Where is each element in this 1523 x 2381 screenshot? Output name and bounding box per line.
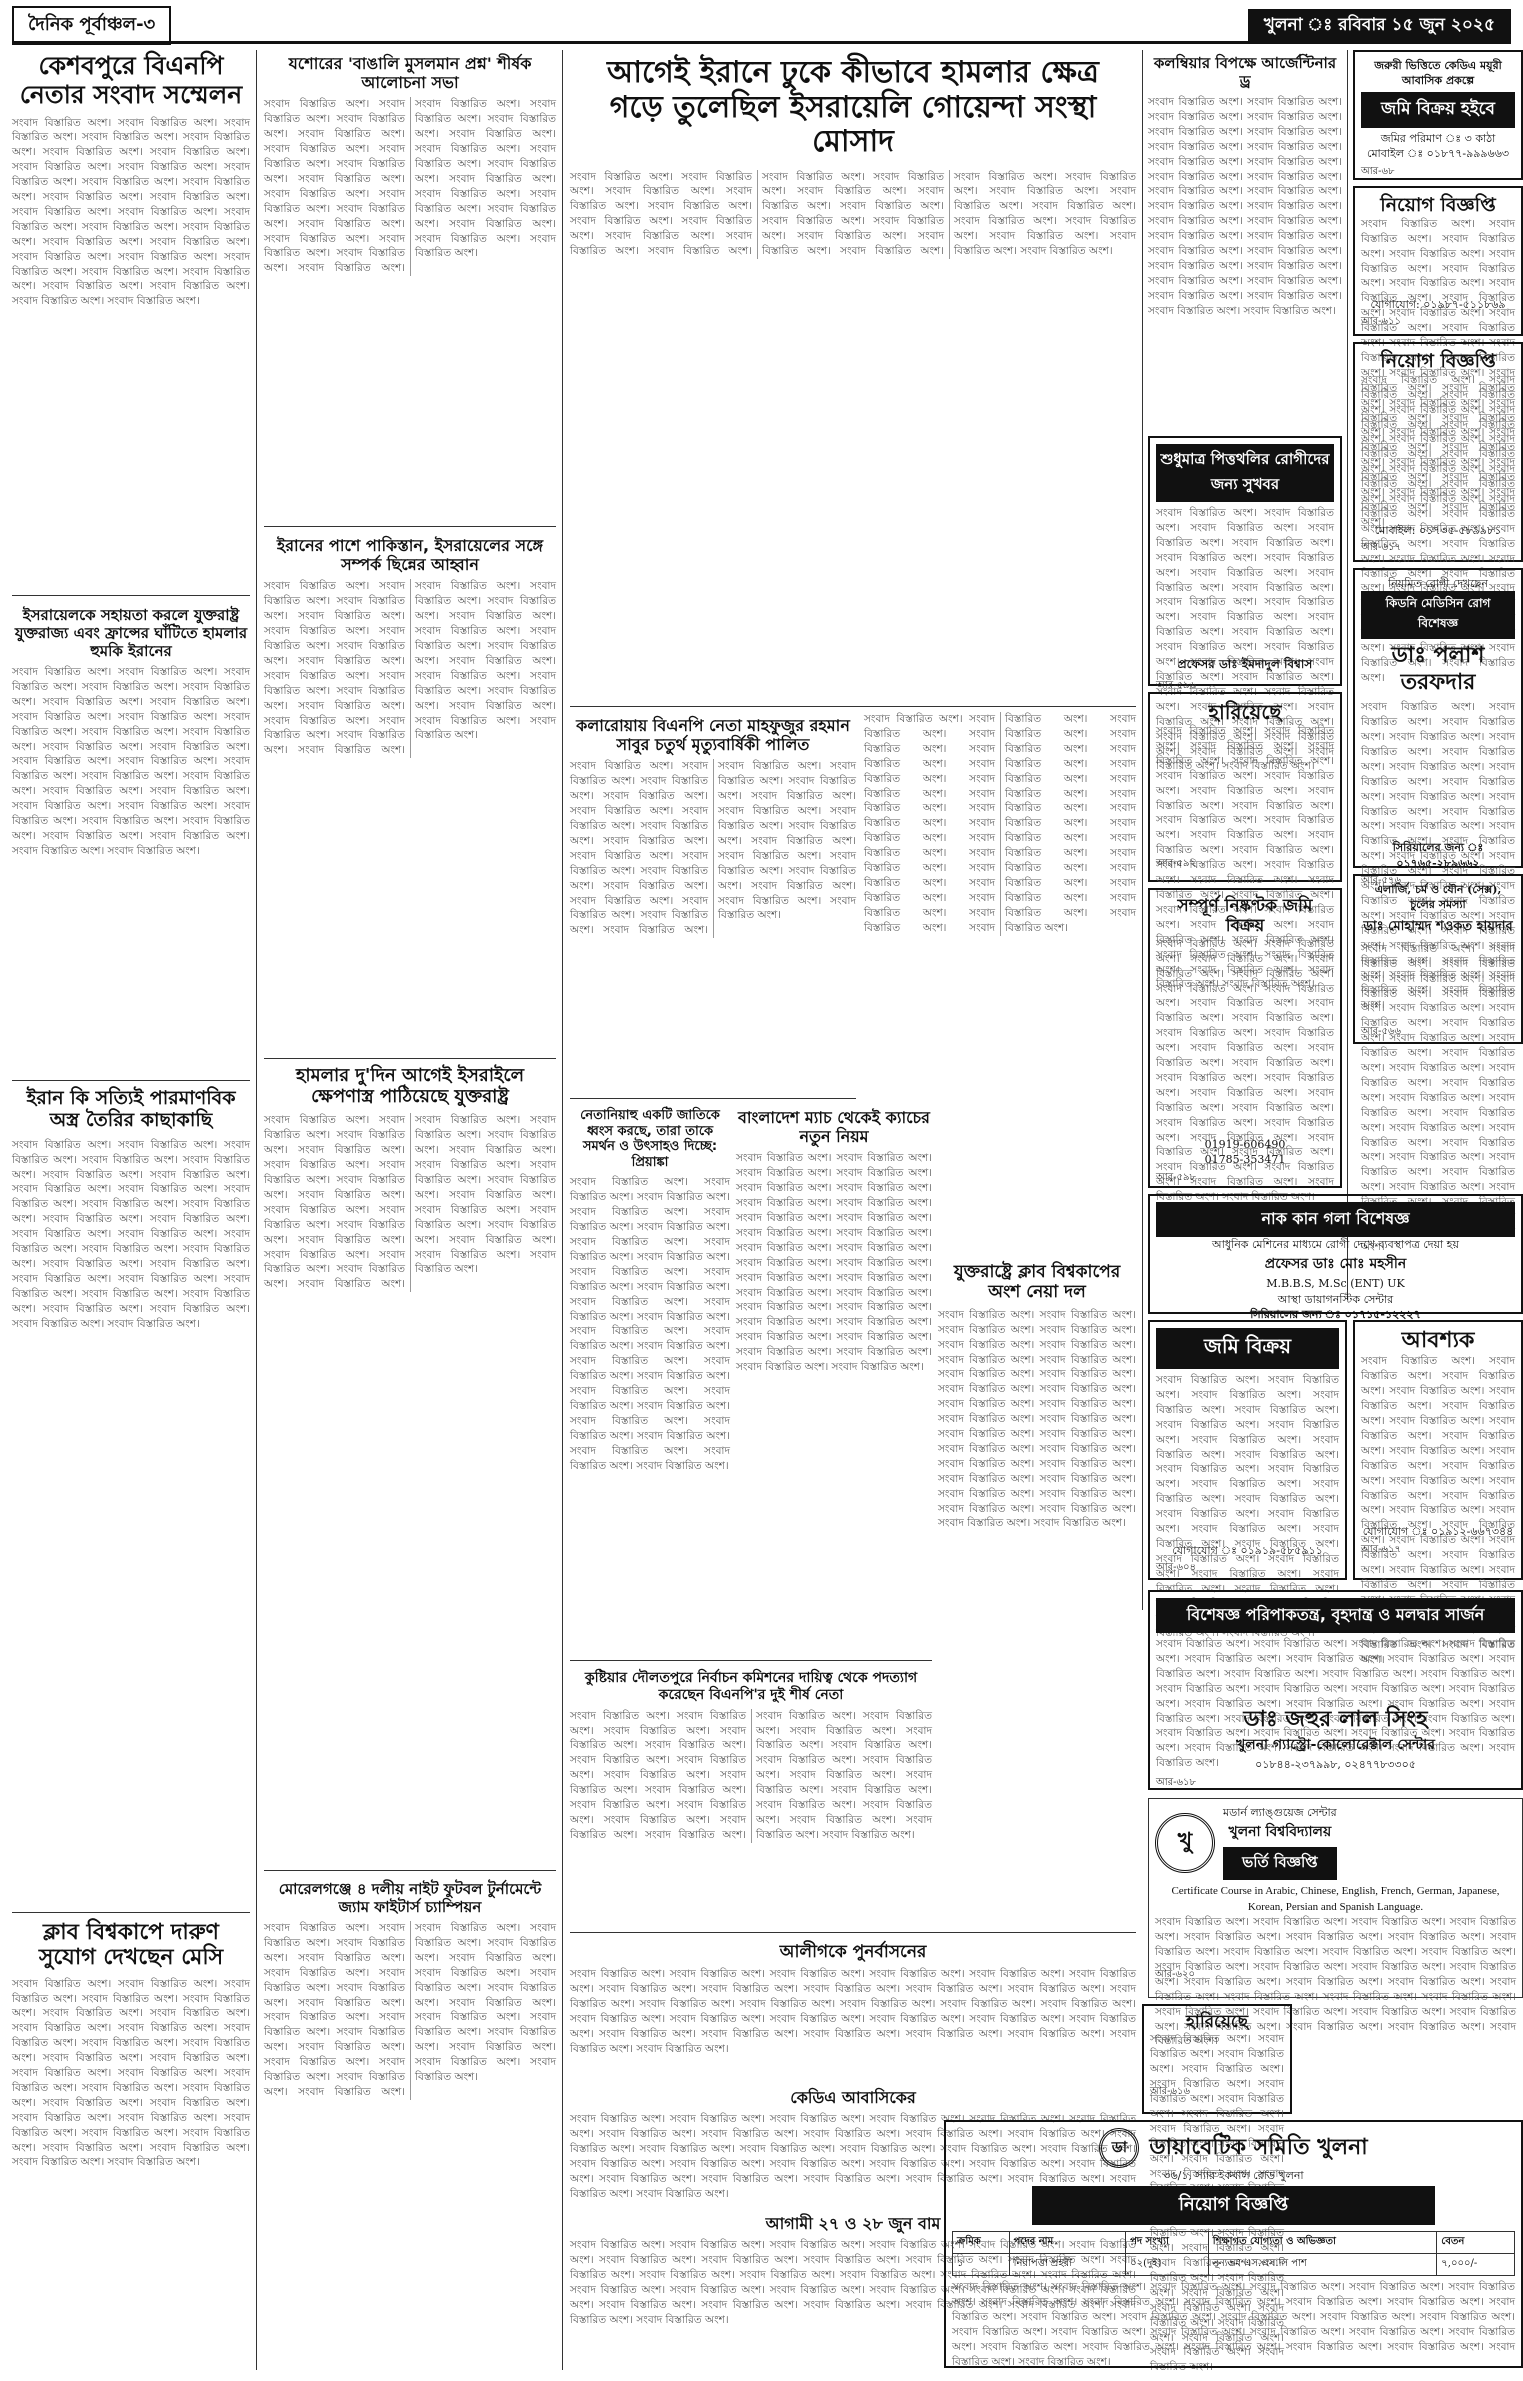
ad-phone: যোগাযোগ ঃ ০১৯১২-৬৬৭৩৪৪ bbox=[1362, 1525, 1514, 1539]
table-cell: ০২(দুই) bbox=[1126, 2254, 1209, 2276]
ad-job-1 bbox=[1353, 186, 1523, 336]
ad-code: আর-৬১৬ bbox=[1150, 2086, 1191, 2098]
ad-body bbox=[1361, 1354, 1515, 1524]
ad-phone: ০১৮৪৪-২৩৭৯৯৮, ০২৪৭৭৮৩৩০৫ bbox=[1255, 1758, 1416, 1772]
article-body bbox=[736, 1151, 932, 1375]
ad-center: খুলনা গ্যাস্ট্রো-কোলোরেক্টাল সেন্টার bbox=[1236, 1737, 1435, 1754]
column-rule bbox=[1142, 50, 1143, 1610]
ad-chamber: আস্থা ডায়াগনস্টিক সেন্টার bbox=[1277, 1292, 1394, 1306]
article-body bbox=[570, 1967, 1136, 2056]
ad-code: আর-৫৯৮ bbox=[1156, 1171, 1197, 1183]
ad-body bbox=[1150, 2032, 1284, 2082]
ad-doctor-name: ডাঃ পলাশ তরফদার bbox=[1391, 643, 1485, 695]
table-header-cell: বেতন bbox=[1437, 2232, 1515, 2254]
headline: যুক্তরাষ্ট্রে ক্লাব বিশ্বকাপের অংশ নেয়া দল bbox=[953, 1262, 1121, 1303]
ad-diabetic-job bbox=[944, 2120, 1523, 2368]
diabetic-logo-icon: ডা bbox=[1099, 2128, 1139, 2168]
ad-doctor: ডাঃ জহুর লাল সিংহ bbox=[1243, 1707, 1428, 1732]
ad-university bbox=[1148, 1798, 1523, 1998]
ad-body bbox=[1361, 217, 1515, 297]
story-club-wc bbox=[938, 1258, 1136, 1818]
column-rule bbox=[562, 50, 563, 2370]
ad-code: আর-৬১৮ bbox=[1156, 1776, 1197, 1788]
ad-phone: 01785-353471 bbox=[1204, 1153, 1286, 1167]
story-priyanka bbox=[570, 1104, 730, 1654]
article-body bbox=[264, 579, 556, 758]
article-body bbox=[570, 759, 856, 938]
ad-body bbox=[1156, 724, 1334, 854]
ad-university: খুলনা বিশ্ববিদ্যালয় bbox=[1228, 1824, 1332, 1841]
ad-code: আর-৬০৪ bbox=[1156, 1562, 1197, 1574]
ad-title: হারিয়েছে bbox=[1185, 2012, 1249, 2032]
ad-title: সম্পূর্ণ নিষ্কণ্টক জমি বিক্রয় bbox=[1177, 896, 1313, 937]
table-header-cell: পদের নাম bbox=[1009, 2232, 1125, 2254]
ad-title: এলার্জি, চর্ম ও যৌন (সেক্স), চুলের সমস্যা bbox=[1374, 883, 1502, 912]
ad-intro: নিয়মিত রোগী দেখছেন bbox=[1388, 577, 1488, 590]
story-messi bbox=[12, 1918, 250, 2368]
column-rule bbox=[1347, 50, 1348, 1300]
ad-serial: সিরিয়ালের জন্য ঃ ০১৭৬৫-২৮৯৬৬২ bbox=[1392, 841, 1484, 870]
ad-doctor: প্রফেসর ডাঃ ইমদাদুল বিশ্বাস bbox=[1177, 657, 1313, 671]
ad-title: নিয়োগ বিজ্ঞপ্তি bbox=[1380, 350, 1496, 372]
table-cell: নূন্যতম এস.এস.সি পাশ bbox=[1208, 2254, 1437, 2276]
story-iran-threat bbox=[12, 602, 250, 1072]
ad-kda-land bbox=[1353, 50, 1523, 180]
ad-intro: জরুরী ভিত্তিতে কেডিএ ময়ূরী আবাসিক প্রকল্পে bbox=[1374, 59, 1502, 88]
ad-body bbox=[1361, 700, 1515, 840]
ad-body bbox=[1156, 1373, 1339, 1543]
article-body bbox=[570, 1175, 730, 1473]
section-rule bbox=[570, 1098, 856, 1099]
headline: কুষ্টিয়ার দৌলতপুরে নির্বাচন কমিশনের দায়িত্ব থেকে পদত্যাগ করেছেন বিএনপি'র দুই শীর্ষ নেতা bbox=[584, 1670, 918, 1703]
table-row bbox=[953, 2254, 1515, 2276]
ad-center: মডার্ন ল্যাঙ্গুয়েজ সেন্টার bbox=[1223, 1806, 1337, 1819]
story-jessore-seminar bbox=[264, 50, 556, 520]
ad-lost bbox=[1148, 692, 1342, 882]
headline: মোরেলগঞ্জে ৪ দলীয় নাইট ফুটবল টুর্নামেন্টে জ্যাম ফাইটার্স চ্যাম্পিয়ন bbox=[278, 1880, 542, 1916]
article-body bbox=[938, 1308, 1136, 1532]
ad-body bbox=[1361, 373, 1515, 523]
headline: হামলার দু'দিন আগেই ইসরাইলে ক্ষেপণাস্ত্র পাঠিয়েছে যুক্তরাষ্ট্র bbox=[295, 1065, 525, 1107]
ad-title: নিয়োগ বিজ্ঞপ্তি bbox=[1032, 2186, 1435, 2225]
lead-headline: আগেই ইরানে ঢুকে কীভাবে হামলার ক্ষেত্র গড়ে তুলেছিল ইসরায়েলি গোয়েন্দা সংস্থা মোসাদ bbox=[607, 55, 1099, 159]
ad-code: আর-৬১৭ bbox=[1361, 542, 1402, 554]
article-body bbox=[12, 1977, 250, 2171]
ad-phone: যোগাযোগ ঃ ০১৯১৯-৫৮৫৯১১ bbox=[1172, 1544, 1323, 1557]
headline: নেতানিয়াহু একটি জাতিকে ধ্বংস করছে, তারা তাকে সমর্থন ও উৎসাহও দিচ্ছে: প্রিয়াঙ্কা bbox=[580, 1108, 720, 1170]
story-catch-rule bbox=[736, 1104, 932, 1654]
ad-doctor: প্রফেসর ডাঃ মোঃ মহসীন bbox=[1264, 1256, 1407, 1273]
article-body bbox=[12, 116, 250, 310]
ad-serial: সিরিয়ালের জন্য ঃ ০১৭১৫-১২২২৭ bbox=[1250, 1308, 1421, 1322]
ad-code: আর-৫৯৬ bbox=[1156, 680, 1197, 691]
ad-org: ডায়াবেটিক সমিতি খুলনা bbox=[1149, 2134, 1368, 2160]
ad-code: আর-৫৬৬ bbox=[1361, 1025, 1402, 1037]
ad-title: হারিয়েছে bbox=[1208, 700, 1282, 724]
section-rule bbox=[264, 1870, 556, 1871]
ad-body bbox=[1156, 937, 1334, 1137]
headline: যশোরের 'বাঙালি মুসলমান প্রশ্ন' শীর্ষক আলোচনা সভা bbox=[288, 54, 532, 93]
article-body bbox=[264, 1921, 556, 2100]
ad-phone: মোবাইল ঃ ০১৮৭৭-৯৯৯৬৬৩ bbox=[1366, 147, 1510, 161]
ad-phone: যোগাযোগ: ০১৯৮৭-৫১১৮৬৯ bbox=[1370, 297, 1506, 311]
ad-title: জমি বিক্রয় bbox=[1156, 1328, 1339, 1369]
vacancy-table bbox=[952, 2231, 1515, 2276]
ad-degree: M.B.B.S, M.Sc (ENT) UK bbox=[1266, 1277, 1405, 1291]
column-rule bbox=[256, 50, 257, 2370]
ad-lost-2 bbox=[1142, 2004, 1292, 2114]
ad-body bbox=[1156, 506, 1334, 656]
page-header bbox=[12, 10, 1511, 44]
headline: কলারোয়ায় বিএনপি নেতা মাহফুজুর রহমান সাবুর চতুর্থ মৃত্যুবার্ষিকী পালিত bbox=[576, 716, 850, 755]
ad-title: জমি বিক্রয় হইবে bbox=[1361, 92, 1515, 128]
ad-land-sale-2 bbox=[1148, 1320, 1347, 1580]
headline: বাংলাদেশ ম্যাচ থেকেই ক্যাচের নতুন নিয়ম bbox=[738, 1108, 930, 1147]
article-body bbox=[264, 1113, 556, 1292]
headline: আলীগকে পুনর্বাসনের bbox=[779, 1942, 927, 1962]
ad-dept: কিডনি মেডিসিন রোগ বিশেষজ্ঞ bbox=[1361, 591, 1515, 639]
ad-title: নাক কান গলা বিশেষজ্ঞ bbox=[1156, 1202, 1515, 1237]
story-kushtia bbox=[570, 1666, 932, 1926]
table-header-cell: পদ সংখ্যা bbox=[1126, 2232, 1209, 2254]
ad-needed bbox=[1353, 1320, 1523, 1580]
section-rule bbox=[264, 526, 556, 527]
story-us-missiles bbox=[264, 1064, 556, 1864]
headline: কলম্বিয়ার বিপক্ষে আর্জেন্টিনার ড্র bbox=[1153, 54, 1337, 90]
ad-code: আর-৬১১ bbox=[1361, 316, 1402, 328]
date-line: খুলনা ঃ রবিবার ১৫ জুন ২০২৫ bbox=[1248, 9, 1511, 43]
headline: ইসরায়েলকে সহায়তা করলে যুক্তরাষ্ট্র যুক্তরাজ্য এবং ফ্রান্সের ঘাঁটিতে হামলার হুমকি ইরানের bbox=[14, 606, 248, 660]
story-awami-league bbox=[570, 1938, 1136, 2078]
article-body bbox=[1148, 95, 1342, 319]
ad-address: ৩৬/১, স্যার ইকবাল রোড খুলনা bbox=[1163, 2169, 1304, 2182]
ad-kidney-doctor bbox=[1353, 568, 1523, 886]
ad-code: আর-৬৮ bbox=[1361, 165, 1395, 177]
ad-gallbladder bbox=[1148, 436, 1342, 691]
article-body bbox=[12, 665, 250, 859]
article-body bbox=[864, 712, 1136, 936]
section-rule bbox=[264, 1058, 556, 1059]
ad-phone: মোবাইল: ০১৭৩৫-৫৮৯৯৮১ bbox=[1374, 523, 1502, 537]
ad-code: আর-৬১৭ bbox=[1361, 1543, 1402, 1555]
ad-title: ভর্তি বিজ্ঞপ্তি bbox=[1223, 1847, 1337, 1880]
article-body bbox=[570, 1709, 932, 1843]
ad-courses: Certificate Course in Arabic, Chinese, English, French, German, Japanese, Korean, Persian and Spanish Language. bbox=[1171, 1885, 1500, 1913]
ad-code: আর-৬২০ bbox=[1155, 1969, 1196, 1981]
ad-body bbox=[1155, 1915, 1516, 1965]
section-rule bbox=[570, 1660, 932, 1661]
page-grid bbox=[12, 50, 1514, 2370]
story-argentina bbox=[1148, 50, 1342, 430]
headline: ইরান কি সত্যিই পারমাণবিক অস্ত্র তৈরির কাছাকাছি bbox=[26, 1087, 236, 1131]
story-iran-nuclear bbox=[12, 1086, 250, 1906]
ad-title: আবশ্যক bbox=[1401, 1328, 1475, 1353]
ad-body bbox=[952, 2280, 1515, 2330]
ad-title: শুধুমাত্র পিত্তথলির রোগীদের জন্য সুখবর bbox=[1156, 444, 1334, 502]
lead-story-mossad bbox=[570, 50, 1136, 700]
ad-ent-doctor bbox=[1148, 1194, 1523, 1322]
table-header-cell: ক্রমিক bbox=[953, 2232, 1010, 2254]
ad-job-2 bbox=[1353, 342, 1523, 562]
headline: আগামী ২৭ ও ২৮ জুন বাম bbox=[765, 2214, 941, 2233]
ad-title: বিশেষজ্ঞ পরিপাকতন্ত্র, বৃহদান্ত্র ও মলদ্বার সার্জন bbox=[1156, 1598, 1515, 1633]
ad-land-sale bbox=[1148, 888, 1342, 1188]
article-body bbox=[264, 97, 556, 276]
section-rule bbox=[570, 1932, 1136, 1933]
headline: ইরানের পাশে পাকিস্তান, ইসরায়েলের সঙ্গে সম্পর্ক ছিন্নের আহ্বান bbox=[276, 536, 544, 575]
article-body bbox=[570, 170, 1136, 259]
story-football bbox=[264, 1876, 556, 2368]
ad-phone: 01919-606490 bbox=[1204, 1137, 1286, 1151]
table-cell: ১ bbox=[953, 2254, 1010, 2276]
ad-body bbox=[1361, 942, 1515, 1022]
university-logo-icon: খু bbox=[1155, 1813, 1215, 1873]
section-rule bbox=[570, 706, 1136, 707]
section-rule bbox=[12, 1080, 250, 1081]
story-kalaroa bbox=[570, 712, 856, 1092]
section-rule bbox=[12, 595, 250, 596]
ad-code: আর-৫৭৬ bbox=[1361, 874, 1402, 886]
section-rule bbox=[12, 1912, 250, 1913]
ad-doctor: ডাঃ মোহাম্মদ শওকত হায়দার bbox=[1363, 918, 1513, 934]
headline: ক্লাব বিশ্বকাপে দারুণ সুযোগ দেখছেন মেসি bbox=[38, 1920, 224, 1971]
table-cell: নিরাপত্তা প্রহরী bbox=[1009, 2254, 1125, 2276]
headline: কেশবপুরে বিএনপি নেতার সংবাদ সম্মেলন bbox=[19, 51, 243, 109]
ad-title: নিয়োগ বিজ্ঞপ্তি bbox=[1380, 194, 1496, 216]
ad-subtitle: আধুনিক মেশিনের মাধ্যমে রোগী দেখে ব্যবস্থাপত্র দেয়া হয় bbox=[1212, 1238, 1459, 1251]
table-cell: ৭,০০০/- bbox=[1437, 2254, 1515, 2276]
story-keshabpur bbox=[12, 50, 250, 590]
article-body bbox=[12, 1138, 250, 1332]
ad-surgeon bbox=[1148, 1590, 1523, 1790]
headline: কেডিএ আবাসিকের bbox=[790, 2088, 916, 2107]
ad-code: আর-৫৯২ bbox=[1156, 858, 1197, 869]
paper-name: দৈনিক পূর্বাঞ্চল-৩ bbox=[12, 6, 171, 45]
ad-detail: জমির পরিমাণ ঃ ৩ কাঠা bbox=[1380, 131, 1496, 145]
story-pakistan bbox=[264, 532, 556, 1052]
ad-body bbox=[1156, 1637, 1515, 1707]
ad-skin-doctor bbox=[1353, 874, 1523, 1044]
table-header-cell: শিক্ষাগত যোগ্যতা ও অভিজ্ঞতা bbox=[1208, 2232, 1437, 2254]
